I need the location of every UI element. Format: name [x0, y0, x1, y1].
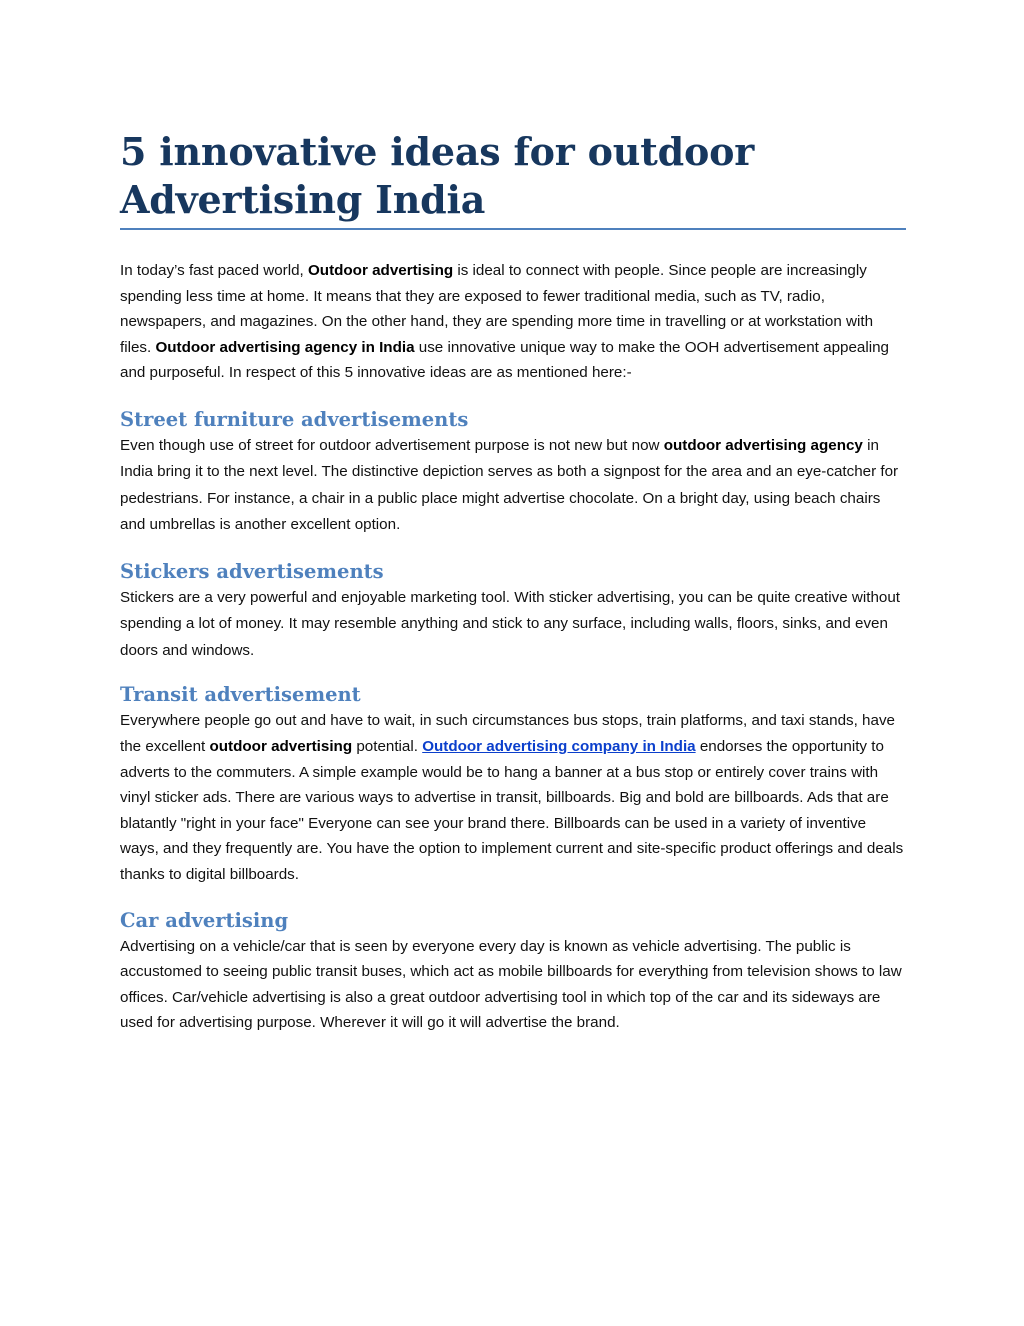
intro-bold-2: Outdoor advertising agency in India — [155, 338, 415, 356]
outdoor-advertising-company-link[interactable]: Outdoor advertising company in India — [422, 738, 696, 756]
transit-bold-1: outdoor advertising — [209, 738, 353, 756]
section-paragraph-stickers — [120, 585, 906, 665]
section-paragraph-transit — [120, 708, 906, 887]
transit-text-1: Everywhere people go out and have to wait, in such circumstances bus stops, train platforms, and taxi stands, have the excellent — [120, 712, 895, 756]
transit-text-3: endorses the opportunity to adverts to the commuters. A simple example would be to hang a banner at a bus stop or entirely cover trains with vinyl sticker ads. There are various ways to advertise in transit, billboards. Big and bold are billboards. Ads that are blatantly "right in your face" Everyone can see your brand there. Billboards can be used in a variety of inventive ways, and they frequently are. You have the option to implement current and site-specific product offerings and deals thanks to digital billboards. — [120, 738, 904, 884]
document-content — [120, 128, 906, 1036]
intro-text-2: is ideal to connect with people. Since people are increasingly spending less time at home. It means that they are exposed to fewer traditional media, such as TV, radio, newspapers, and magazines. On the other hand, they are spending more time in travelling or at workstation with files. — [120, 262, 874, 356]
street-text-1: Even though use of street for outdoor advertisement purpose is not new but now — [120, 436, 664, 454]
intro-paragraph — [120, 258, 906, 386]
intro-text-3: use innovative unique way to make the OOH advertisement appealing and purposeful. In respect of this 5 innovative ideas are as mentioned here:- — [120, 338, 889, 382]
street-text-2: in India bring it to the next level. The distinctive depiction serves as both a signpost for the area and an eye-catcher for pedestrians. For instance, a chair in a public place might advertise chocolate. On a bright day, using beach chairs and umbrellas is another excellent option. — [120, 436, 899, 534]
section-heading-transit: Transit advertisement — [120, 683, 361, 707]
section-paragraph-street-furniture — [120, 433, 906, 539]
document-title: 5 innovative ideas for outdoor Advertising India — [120, 128, 906, 230]
transit-text-2: potential. — [352, 738, 423, 756]
section-heading-street-furniture: Street furniture advertisements — [120, 407, 469, 431]
intro-bold-1: Outdoor advertising — [307, 262, 454, 279]
section-heading-stickers: Stickers advertisements — [120, 559, 384, 583]
section-heading-car-advertising: Car advertising — [120, 908, 289, 932]
street-bold-1: outdoor advertising agency — [663, 436, 863, 454]
intro-text-1: In today’s fast paced world, — [120, 262, 308, 279]
section-paragraph-car-advertising — [120, 934, 906, 1036]
stickers-text-1: Stickers are a very powerful and enjoyable marketing tool. With sticker advertising, you can be quite creative without spending a lot of money. It may resemble anything and stick to any surface, including walls, floors, sinks, and even doors and windows. — [120, 588, 901, 659]
car-text-1: Advertising on a vehicle/car that is seen by everyone every day is known as vehicle advertising. The public is accustomed to seeing public transit buses, which act as mobile billboards for everything from television shows to law offices. Car/vehicle advertising is also a great outdoor advertising tool in which top of the car and its sideways are used for advertising purpose. Wherever it will go it will advertise the brand. — [120, 937, 902, 1032]
